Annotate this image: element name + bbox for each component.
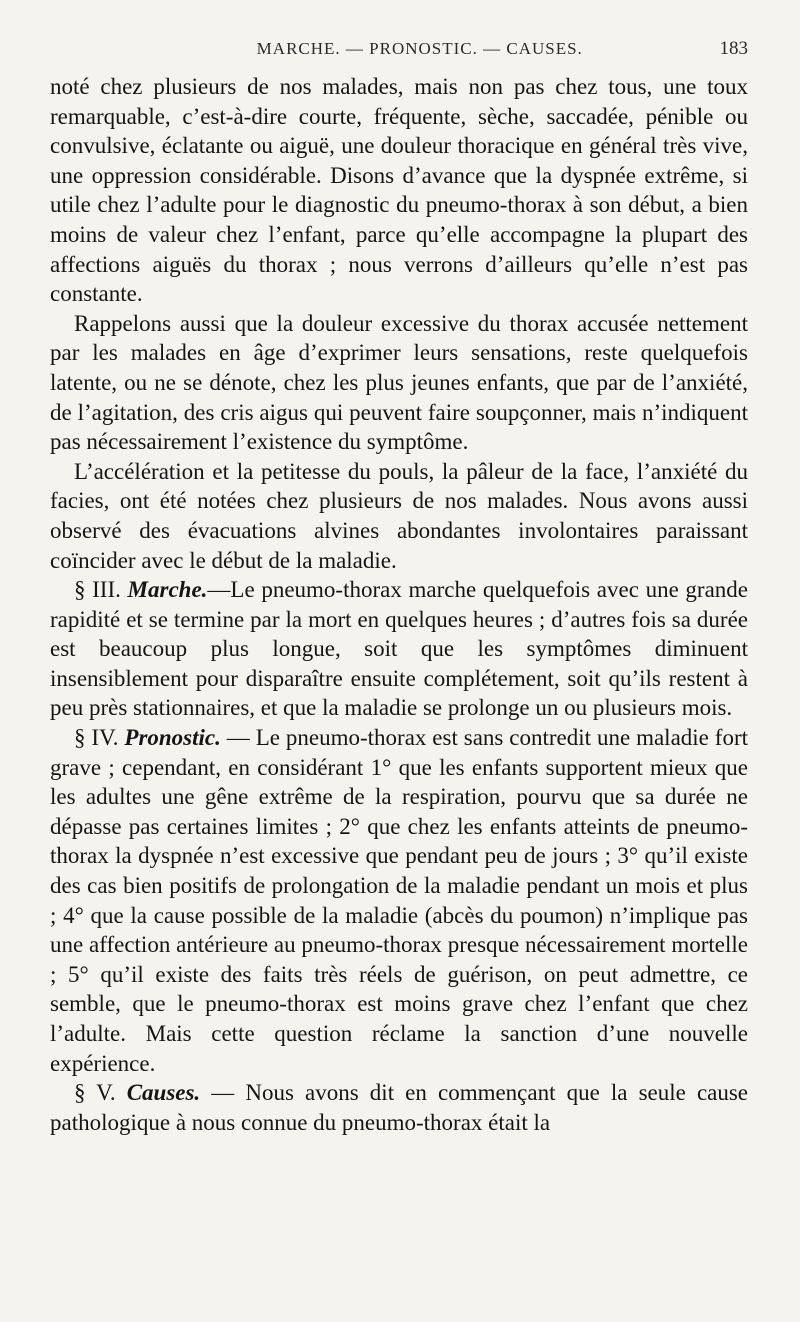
paragraph-text: L’accélération et la petitesse du pouls, la pâleur de la face, l’anxiété du facies, ont été notées chez plusieurs de nos malades. Nous avons aussi observé des évacuations alvines abondantes involontaires paraissant coïncider avec le début de la maladie.	[50, 458, 748, 573]
paragraph	[50, 309, 748, 457]
section-causes	[50, 1078, 748, 1137]
paragraph-text: Rappelons aussi que la douleur excessive du thorax accusée nettement par les malades en âge d’exprimer leurs sensations, reste quelquefois latente, ou ne se dénote, chez les plus jeunes enfants, que par de l’anxiété, de l’agitation, des cris aigus qui peuvent faire soupçonner, mais n’indiquent pas nécessairement l’existence du symptôme.	[50, 310, 748, 455]
paragraph-text: —Le pneumo-thorax marche quelquefois avec une grande rapidité et se termine par la mort en quelques heures ; d’autres fois sa durée est beaucoup plus longue, soit que les symptômes diminuent insensiblement pour disparaître ensuite complétement, soit qu’ils restent à peu près stationnaires, et que la maladie se prolonge un ou plusieurs mois.	[50, 577, 749, 721]
section-heading: Marche.	[127, 577, 208, 603]
paragraph-text: noté chez plusieurs de nos malades, mais non pas chez tous, une toux remarquable, c’est-à-dire courte, fréquente, sèche, saccadée, pénible ou convulsive, éclatante ou aiguë, une douleur thoracique en général très vive, une oppression considérable. Disons d’avance que la dyspnée extrême, si utile chez l’adulte pour le diagnostic du pneumo-thorax à son début, a bien moins de valeur chez l’enfant, parce qu’elle accompagne la plupart des affections aiguës du thorax ; nous verrons d’ailleurs qu’elle n’est pas constante.	[50, 74, 748, 307]
running-head	[50, 38, 748, 72]
section-heading: Pronostic.	[124, 725, 221, 751]
running-head-title: MARCHE. — PRONOSTIC. — CAUSES.	[256, 39, 583, 58]
section-marche	[50, 575, 748, 723]
paragraph-text: — Le pneumo-thorax est sans contredit une maladie fort grave ; cependant, en considérant 1° que les enfants supportent mieux que les adultes une gêne extrême de la respiration, pourvu que sa durée ne dépasse pas certaines limites ; 2° que chez les enfants atteints de pneumo-thorax la dyspnée n’est excessive que pendant peu de jours ; 3° qu’il existe des cas bien positifs de prolongation de la maladie pendant un mois et plus ; 4° que la cause possible de la maladie (abcès du poumon) n’implique pas une affection antérieure au pneumo-thorax presque nécessairement mortelle ; 5° qu’il existe des faits très réels de guérison, on peut admettre, ce semble, que le pneumo-thorax est moins grave chez l’enfant que chez l’adulte. Mais cette question réclame la sanction d’une nouvelle expérience.	[50, 725, 748, 1076]
section-number: § III.	[74, 577, 121, 603]
section-number: § V.	[74, 1080, 116, 1106]
section-heading: Causes.	[126, 1080, 201, 1106]
body-text	[50, 72, 748, 1137]
paragraph-text: — Nous avons dit en commençant que la seule cause pathologique à nous connue du pneumo-thorax était la	[50, 1080, 749, 1135]
page-number: 183	[719, 38, 748, 59]
paragraph	[50, 457, 748, 575]
section-number: § IV.	[74, 725, 119, 751]
paragraph	[50, 72, 748, 309]
section-pronostic	[50, 723, 748, 1078]
